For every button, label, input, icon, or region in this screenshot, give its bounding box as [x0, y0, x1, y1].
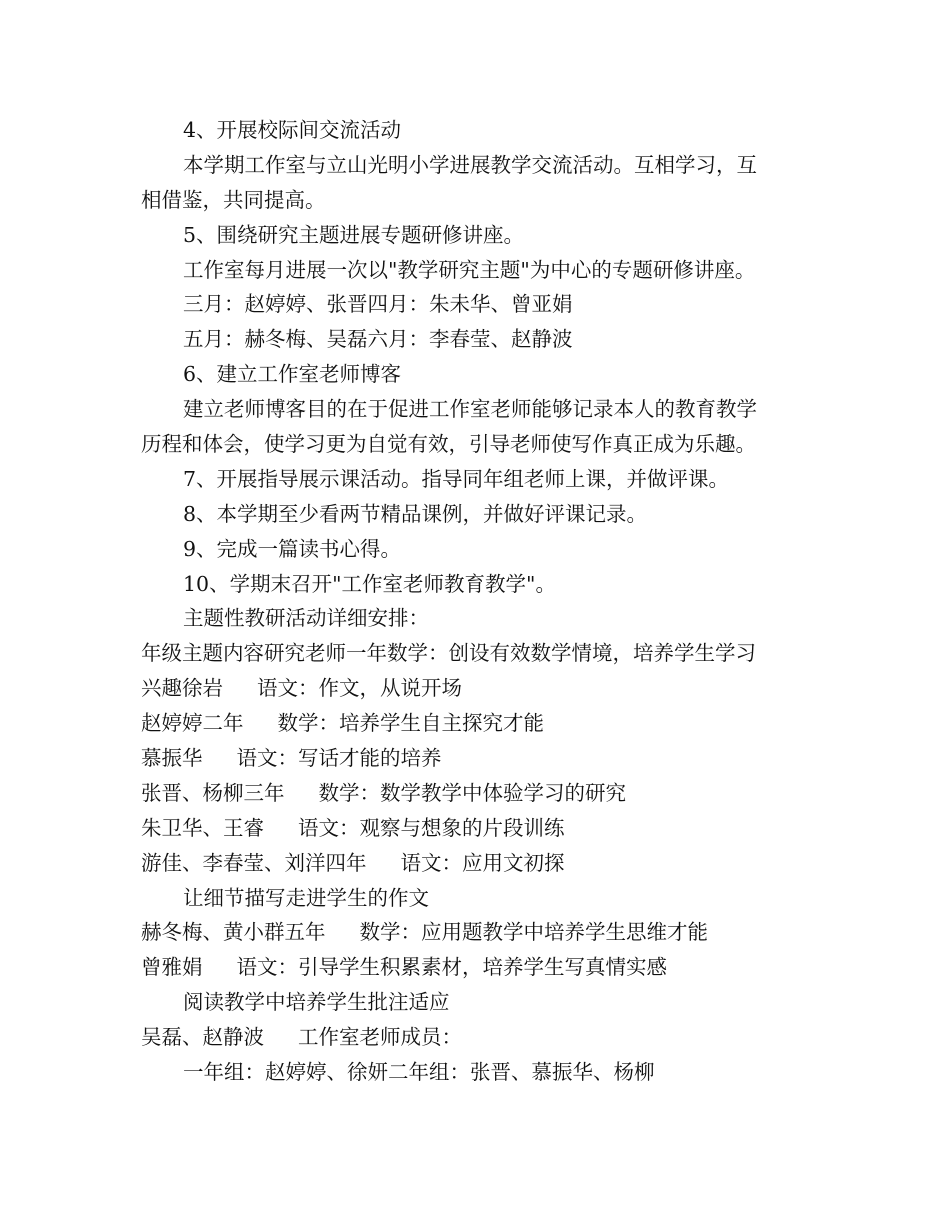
line-text: 主题性教研活动详细安排：: [183, 606, 429, 631]
text-line: [141, 915, 821, 950]
text-line: [141, 183, 821, 218]
line-text: 让细节描写走进学生的作文: [183, 885, 429, 910]
line-text: 吴磊、赵静波: [141, 1025, 264, 1050]
text-line: [141, 357, 821, 392]
text-line: [141, 392, 821, 427]
line-text: 5、围绕研究主题进展专题研修讲座。: [183, 222, 525, 247]
text-line: [141, 287, 821, 322]
text-line: [141, 113, 821, 148]
text-line: [141, 706, 821, 741]
line-text: 10、学期末召开"工作室老师教育教学"。: [183, 571, 556, 596]
line-text-tail: 语文：写话才能的培养: [236, 746, 442, 771]
line-text-tail: 数学：培养学生自主探究才能: [277, 711, 544, 736]
line-text: 工作室每月进展一次以"教学研究主题"为中心的专题研修讲座。: [183, 257, 756, 282]
text-line: [141, 741, 821, 776]
line-text-tail: 语文：观察与想象的片段训练: [298, 815, 565, 840]
line-text: 兴趣徐岩: [141, 676, 223, 701]
text-line: [141, 1055, 821, 1090]
line-text: 本学期工作室与立山光明小学进展教学交流活动。互相学习，互: [183, 152, 757, 177]
line-text: 朱卫华、王睿: [141, 815, 264, 840]
line-text: 三月：赵婷婷、张晋四月：朱未华、曾亚娟: [183, 292, 573, 317]
text-line: [141, 148, 821, 183]
text-line: [141, 881, 821, 916]
text-line: [141, 1020, 821, 1055]
line-text: 年级主题内容研究老师一年数学：创设有效数学情境，培养学生学习: [141, 641, 756, 666]
text-line: [141, 567, 821, 602]
line-text: 赫冬梅、黄小群五年: [141, 920, 326, 945]
text-line: [141, 462, 821, 497]
text-line: [141, 776, 821, 811]
line-text: 五月：赫冬梅、吴磊六月：李春莹、赵静波: [183, 327, 573, 352]
text-line: [141, 985, 821, 1020]
line-text: 6、建立工作室老师博客: [183, 362, 402, 387]
text-line: [141, 811, 821, 846]
line-text: 建立老师博客目的在于促进工作室老师能够记录本人的教育教学: [183, 397, 757, 422]
line-text-tail: 语文：作文，从说开场: [257, 676, 462, 701]
line-text-tail: 语文：应用文初探: [400, 850, 565, 875]
text-line: [141, 671, 821, 706]
line-text: 7、开展指导展示课活动。指导同年组老师上课，并做评课。: [183, 466, 730, 491]
text-line: [141, 532, 821, 567]
text-line: [141, 601, 821, 636]
text-line: [141, 846, 821, 881]
text-line: [141, 218, 821, 253]
line-text: 历程和体会，使学习更为自觉有效，引导老师使写作真正成为乐趣。: [141, 432, 756, 457]
document-body: [141, 113, 821, 1090]
line-text: 阅读教学中培养学生批注适应: [183, 990, 450, 1015]
line-text: 赵婷婷二年: [141, 711, 244, 736]
line-text: 相借鉴，共同提高。: [141, 187, 326, 212]
line-text-tail: 数学：数学教学中体验学习的研究: [318, 780, 626, 805]
line-text: 曾雅娟: [141, 955, 203, 980]
line-text: 8、本学期至少看两节精品课例，并做好评课记录。: [183, 501, 648, 526]
line-text: 一年组：赵婷婷、徐妍二年组：张晋、慕振华、杨柳: [183, 1060, 655, 1085]
line-text-tail: 工作室老师成员：: [298, 1025, 462, 1050]
line-text: 慕振华: [141, 746, 203, 771]
text-line: [141, 427, 821, 462]
text-line: [141, 497, 821, 532]
line-text: 9、完成一篇读书心得。: [183, 536, 402, 561]
line-text: 游佳、李春莹、刘洋四年: [141, 850, 367, 875]
text-line: [141, 950, 821, 985]
line-text: 张晋、杨柳三年: [141, 780, 285, 805]
line-text: 4、开展校际间交流活动: [183, 118, 402, 142]
text-line: [141, 636, 821, 671]
text-line: [141, 322, 821, 357]
line-text-tail: 数学：应用题教学中培养学生思维才能: [359, 920, 708, 945]
line-text-tail: 语文：引导学生积累素材，培养学生写真情实感: [236, 955, 667, 980]
text-line: [141, 253, 821, 288]
